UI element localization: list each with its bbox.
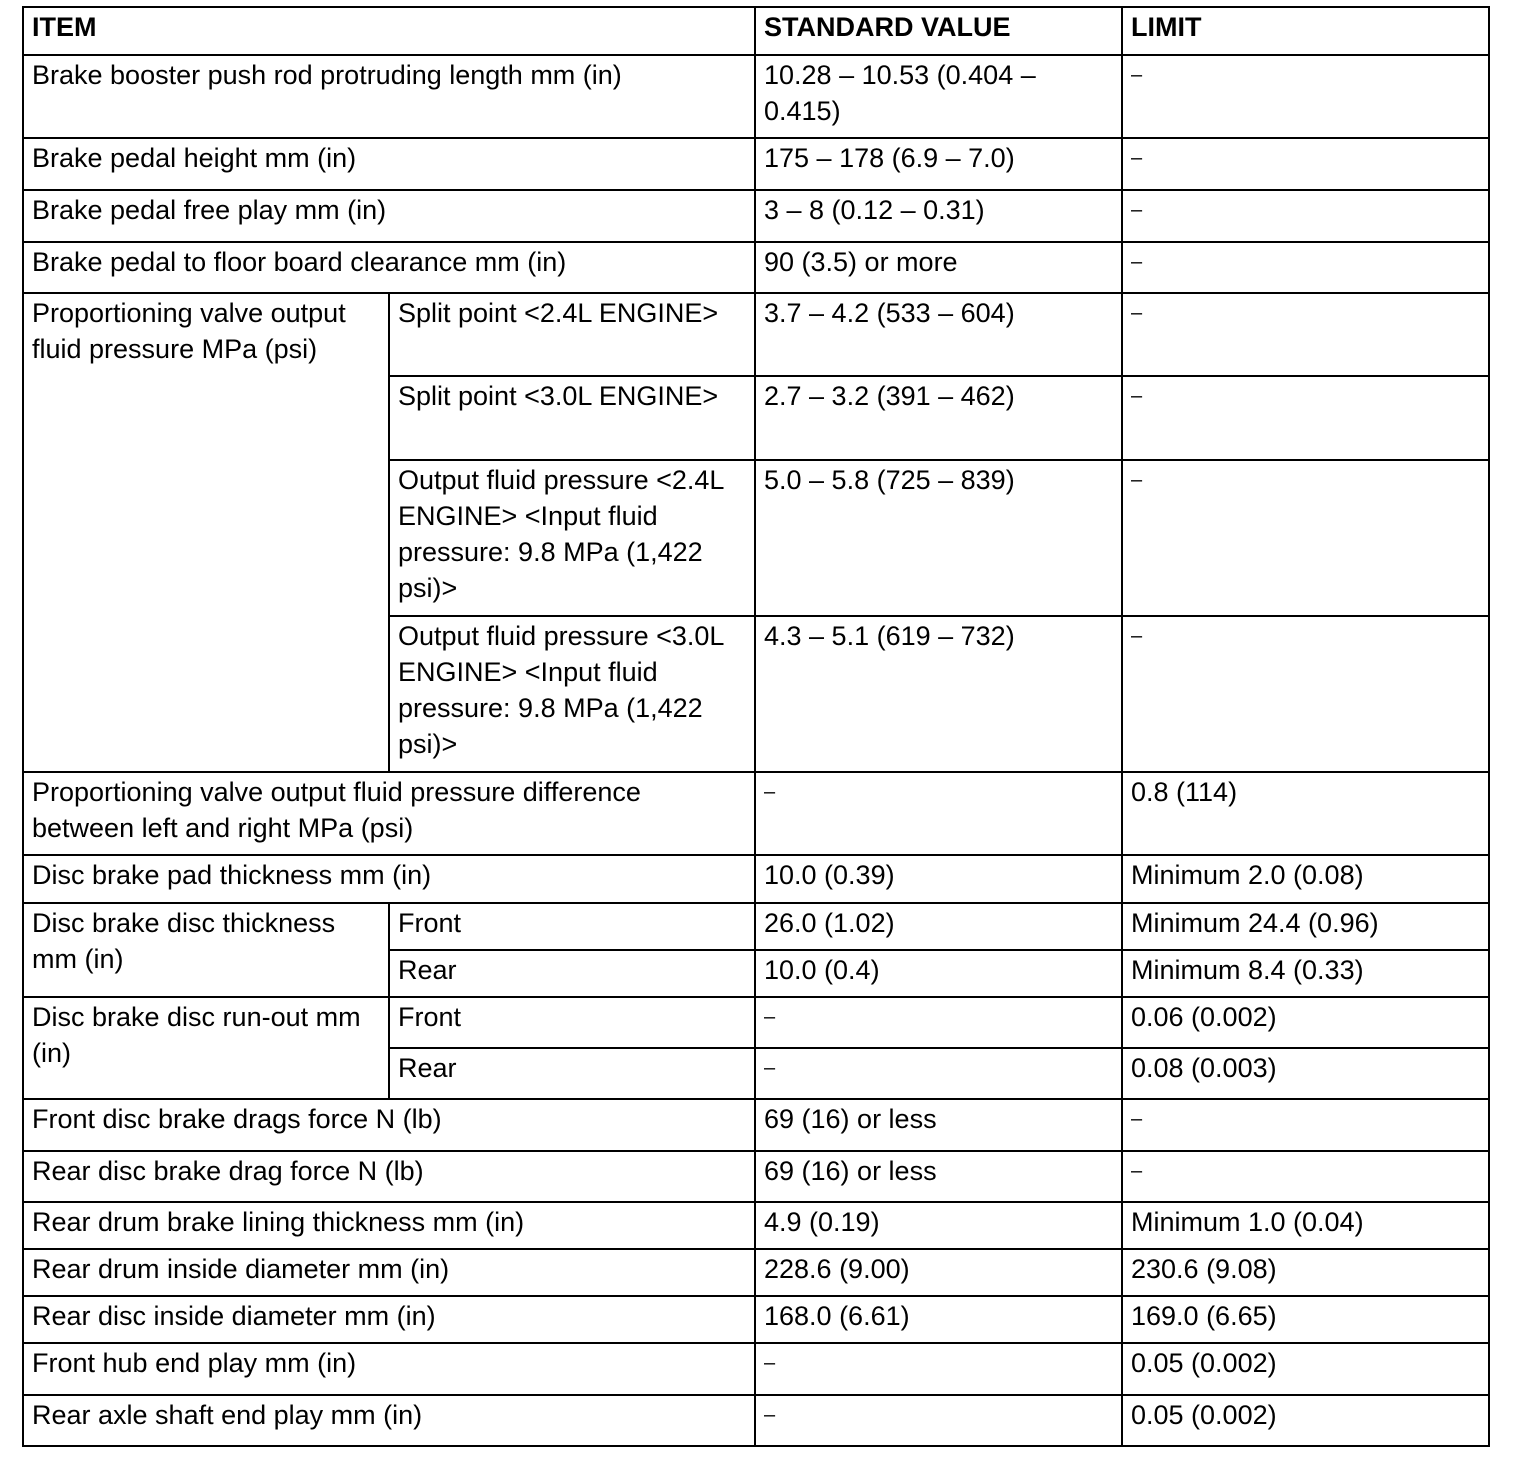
- sub-item-cell: Front: [389, 903, 755, 950]
- header-standard-value: STANDARD VALUE: [755, 7, 1122, 55]
- item-cell: Front disc brake drags force N (lb): [23, 1099, 755, 1151]
- limit-cell: –: [1122, 376, 1489, 460]
- header-row: [23, 7, 1489, 55]
- table-row: [23, 1151, 1489, 1202]
- item-cell: Brake pedal height mm (in): [23, 138, 755, 190]
- limit-cell: 0.08 (0.003): [1122, 1048, 1489, 1099]
- table-row: [23, 1343, 1489, 1395]
- limit-cell: –: [1122, 190, 1489, 242]
- standard-cell: –: [755, 1343, 1122, 1395]
- standard-cell: 3 – 8 (0.12 – 0.31): [755, 190, 1122, 242]
- limit-cell: –: [1122, 293, 1489, 376]
- sub-item-cell: Rear: [389, 950, 755, 997]
- limit-cell: 0.05 (0.002): [1122, 1395, 1489, 1446]
- standard-cell: 175 – 178 (6.9 – 7.0): [755, 138, 1122, 190]
- table-row: [23, 55, 1489, 138]
- limit-cell: 0.05 (0.002): [1122, 1343, 1489, 1395]
- limit-cell: Minimum 24.4 (0.96): [1122, 903, 1489, 950]
- standard-cell: 4.9 (0.19): [755, 1202, 1122, 1249]
- item-cell: Brake pedal to floor board clearance mm (in): [23, 242, 755, 293]
- sub-item-cell: Rear: [389, 1048, 755, 1099]
- limit-cell: –: [1122, 460, 1489, 616]
- item-cell: Disc brake disc thickness mm (in): [23, 903, 389, 997]
- standard-cell: 26.0 (1.02): [755, 903, 1122, 950]
- table-row: [23, 190, 1489, 242]
- table-row: [23, 903, 1489, 950]
- sub-item-cell: Split point <3.0L ENGINE>: [389, 376, 755, 460]
- table-row: [23, 138, 1489, 190]
- sub-item-cell: Front: [389, 997, 755, 1048]
- standard-cell: –: [755, 1048, 1122, 1099]
- table-row: [23, 293, 1489, 376]
- item-cell: Rear disc brake drag force N (lb): [23, 1151, 755, 1202]
- limit-cell: 0.06 (0.002): [1122, 997, 1489, 1048]
- table-row: [23, 997, 1489, 1048]
- standard-cell: 10.0 (0.4): [755, 950, 1122, 997]
- item-cell: Rear axle shaft end play mm (in): [23, 1395, 755, 1446]
- standard-cell: 69 (16) or less: [755, 1099, 1122, 1151]
- item-cell: Rear drum inside diameter mm (in): [23, 1249, 755, 1296]
- header-item: ITEM: [23, 7, 755, 55]
- limit-cell: –: [1122, 1099, 1489, 1151]
- item-cell: Brake booster push rod protruding length mm (in): [23, 55, 755, 138]
- limit-cell: –: [1122, 616, 1489, 772]
- sub-item-cell: Output fluid pressure <2.4L ENGINE> <Input fluid pressure: 9.8 MPa (1,422 psi)>: [389, 460, 755, 616]
- limit-cell: –: [1122, 1151, 1489, 1202]
- limit-cell: –: [1122, 242, 1489, 293]
- item-cell: Proportioning valve output fluid pressure MPa (psi): [23, 293, 389, 772]
- table-row: [23, 1395, 1489, 1446]
- standard-cell: –: [755, 772, 1122, 855]
- limit-cell: 0.8 (114): [1122, 772, 1489, 855]
- standard-cell: –: [755, 1395, 1122, 1446]
- sub-item-cell: Output fluid pressure <3.0L ENGINE> <Input fluid pressure: 9.8 MPa (1,422 psi)>: [389, 616, 755, 772]
- standard-cell: 3.7 – 4.2 (533 – 604): [755, 293, 1122, 376]
- standard-cell: 168.0 (6.61): [755, 1296, 1122, 1343]
- table-row: [23, 1296, 1489, 1343]
- table-row: [23, 1099, 1489, 1151]
- sub-item-cell: Split point <2.4L ENGINE>: [389, 293, 755, 376]
- limit-cell: 230.6 (9.08): [1122, 1249, 1489, 1296]
- limit-cell: –: [1122, 55, 1489, 138]
- item-cell: Disc brake disc run-out mm (in): [23, 997, 389, 1099]
- item-cell: Disc brake pad thickness mm (in): [23, 855, 755, 903]
- standard-cell: 4.3 – 5.1 (619 – 732): [755, 616, 1122, 772]
- header-limit: LIMIT: [1122, 7, 1489, 55]
- standard-cell: 228.6 (9.00): [755, 1249, 1122, 1296]
- table-row: [23, 1202, 1489, 1249]
- standard-cell: 69 (16) or less: [755, 1151, 1122, 1202]
- standard-cell: 5.0 – 5.8 (725 – 839): [755, 460, 1122, 616]
- limit-cell: –: [1122, 138, 1489, 190]
- standard-cell: 2.7 – 3.2 (391 – 462): [755, 376, 1122, 460]
- item-cell: Rear drum brake lining thickness mm (in): [23, 1202, 755, 1249]
- limit-cell: 169.0 (6.65): [1122, 1296, 1489, 1343]
- table-row: [23, 772, 1489, 855]
- table-row: [23, 855, 1489, 903]
- table-row: [23, 242, 1489, 293]
- brake-specifications-table: [22, 6, 1490, 1447]
- limit-cell: Minimum 2.0 (0.08): [1122, 855, 1489, 903]
- standard-cell: 10.28 – 10.53 (0.404 – 0.415): [755, 55, 1122, 138]
- item-cell: Proportioning valve output fluid pressure difference between left and right MPa (psi): [23, 772, 755, 855]
- table-row: [23, 1249, 1489, 1296]
- standard-cell: 90 (3.5) or more: [755, 242, 1122, 293]
- item-cell: Rear disc inside diameter mm (in): [23, 1296, 755, 1343]
- standard-cell: 10.0 (0.39): [755, 855, 1122, 903]
- item-cell: Front hub end play mm (in): [23, 1343, 755, 1395]
- limit-cell: Minimum 8.4 (0.33): [1122, 950, 1489, 997]
- limit-cell: Minimum 1.0 (0.04): [1122, 1202, 1489, 1249]
- item-cell: Brake pedal free play mm (in): [23, 190, 755, 242]
- standard-cell: –: [755, 997, 1122, 1048]
